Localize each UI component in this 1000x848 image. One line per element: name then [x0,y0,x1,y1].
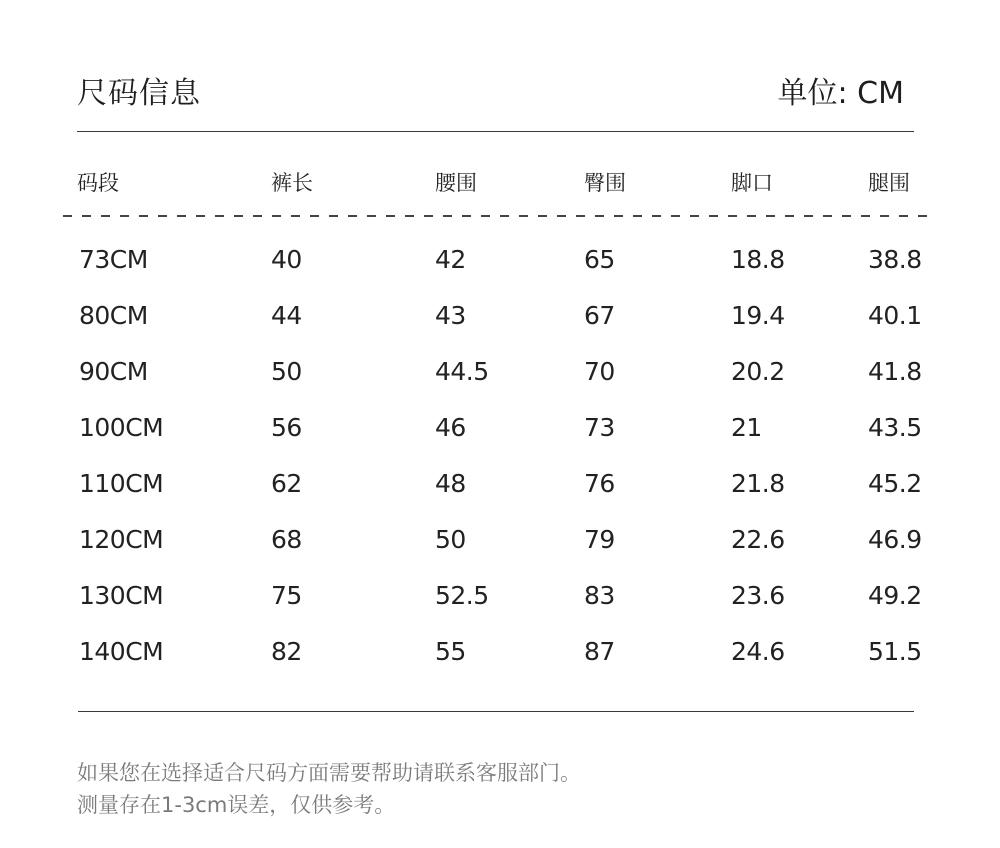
table-cell: 73 [584,413,615,442]
table-cell: 75 [271,581,302,610]
table-cell: 52.5 [435,581,489,610]
size-table-body [0,245,1000,693]
table-cell: 68 [271,525,302,554]
table-cell: 83 [584,581,615,610]
table-cell: 21.8 [731,469,785,498]
table-cell: 50 [271,357,302,386]
table-cell: 18.8 [731,245,785,274]
table-cell: 70 [584,357,615,386]
header-thigh: 腿围 [868,171,910,195]
table-cell: 140CM [79,637,164,666]
table-cell: 110CM [79,469,164,498]
table-cell: 38.8 [868,245,922,274]
top-divider [77,131,914,132]
table-row [0,581,1000,637]
table-row [0,301,1000,357]
table-row [0,413,1000,469]
table-cell: 87 [584,637,615,666]
dashed-divider [63,215,929,217]
table-cell: 44 [271,301,302,330]
table-cell: 46.9 [868,525,922,554]
table-row [0,525,1000,581]
table-cell: 67 [584,301,615,330]
table-row [0,245,1000,301]
header-size: 码段 [77,171,119,195]
table-cell: 65 [584,245,615,274]
header-hip: 臀围 [584,171,626,195]
table-cell: 19.4 [731,301,785,330]
table-cell: 73CM [79,245,148,274]
table-cell: 41.8 [868,357,922,386]
measurement-note: 测量存在1-3cm误差，仅供参考。 [77,793,396,817]
table-cell: 21 [731,413,762,442]
table-cell: 82 [271,637,302,666]
table-cell: 40.1 [868,301,922,330]
table-header [0,167,1000,197]
table-cell: 20.2 [731,357,785,386]
table-row [0,637,1000,693]
table-cell: 56 [271,413,302,442]
help-note: 如果您在选择适合尺码方面需要帮助请联系客服部门。 [77,761,581,785]
table-cell: 55 [435,637,466,666]
table-cell: 22.6 [731,525,785,554]
table-row [0,357,1000,413]
table-cell: 62 [271,469,302,498]
table-cell: 43 [435,301,466,330]
table-cell: 120CM [79,525,164,554]
table-cell: 48 [435,469,466,498]
bottom-divider [78,711,914,712]
table-cell: 46 [435,413,466,442]
table-cell: 76 [584,469,615,498]
page-title: 尺码信息 [77,76,201,111]
header-length: 裤长 [271,171,313,195]
table-cell: 43.5 [868,413,922,442]
header-waist: 腰围 [435,171,477,195]
table-cell: 90CM [79,357,148,386]
table-cell: 24.6 [731,637,785,666]
table-cell: 40 [271,245,302,274]
table-cell: 44.5 [435,357,489,386]
unit-label: 单位: CM [777,76,904,111]
table-cell: 51.5 [868,637,922,666]
table-cell: 42 [435,245,466,274]
table-cell: 23.6 [731,581,785,610]
header-hem: 脚口 [731,171,773,195]
table-cell: 80CM [79,301,148,330]
table-cell: 79 [584,525,615,554]
table-cell: 45.2 [868,469,922,498]
table-cell: 100CM [79,413,164,442]
table-cell: 130CM [79,581,164,610]
table-row [0,469,1000,525]
table-cell: 50 [435,525,466,554]
table-cell: 49.2 [868,581,922,610]
